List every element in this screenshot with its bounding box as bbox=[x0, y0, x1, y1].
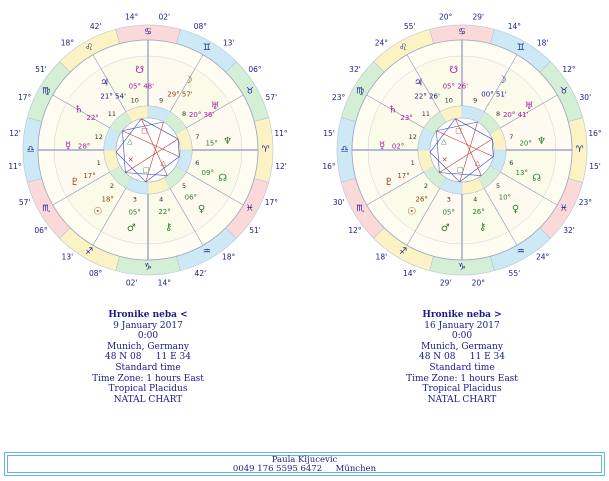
house-number: 6 bbox=[195, 159, 200, 168]
cusp-sign: ♋ bbox=[457, 27, 467, 38]
planet-label: 06° bbox=[184, 193, 198, 202]
planet-label: 05° 48' bbox=[128, 82, 155, 91]
footer-name: Paula Kljucevic bbox=[271, 455, 338, 465]
planet-glyph: ☋ bbox=[135, 64, 145, 76]
cusp-sign: ♋ bbox=[143, 27, 153, 38]
chart-place: Munich, Germany bbox=[107, 341, 189, 352]
house-number: 1 bbox=[96, 159, 101, 168]
cusp-minutes: 18' bbox=[536, 38, 549, 48]
cusp-degree: 20° bbox=[439, 12, 453, 22]
cusp-minutes: 18' bbox=[375, 252, 388, 262]
planet-glyph: ☿ bbox=[379, 140, 386, 152]
chart-type: NATAL CHART bbox=[427, 394, 497, 405]
house-number: 11 bbox=[421, 109, 431, 118]
cusp-degree: 14° bbox=[402, 268, 417, 278]
cusp-minutes: 32' bbox=[563, 226, 575, 236]
cusp-degree: 16° bbox=[588, 129, 602, 139]
cusp-sign: ♎ bbox=[26, 145, 35, 155]
aspect-symbol: □ bbox=[142, 165, 150, 174]
house-number: 7 bbox=[195, 132, 200, 141]
planet-glyph: ♅ bbox=[210, 100, 220, 112]
cusp-sign: ♎ bbox=[340, 145, 349, 155]
cusp-degree: 12° bbox=[562, 64, 576, 74]
planet-label: 05° 26' bbox=[442, 82, 469, 91]
cusp-sign: ♑ bbox=[143, 262, 153, 273]
house-number: 4 bbox=[159, 195, 164, 204]
cusp-sign: ♏ bbox=[356, 203, 365, 214]
house-number: 4 bbox=[473, 195, 478, 204]
house-number: 12 bbox=[408, 132, 417, 141]
chart-time: 0:00 bbox=[137, 331, 159, 342]
cusp-sign: ♑ bbox=[457, 262, 467, 273]
house-number: 10 bbox=[444, 96, 453, 105]
house-number: 1 bbox=[410, 159, 415, 168]
house-number: 8 bbox=[181, 109, 187, 118]
chart-header[interactable]: Hronike neba < bbox=[108, 310, 188, 320]
chart-info-right bbox=[322, 310, 602, 405]
house-number: 2 bbox=[423, 182, 429, 191]
planet-glyph: ♇ bbox=[384, 177, 394, 189]
planet-label: 17° bbox=[83, 172, 96, 181]
aspect-symbol: □ bbox=[141, 126, 148, 135]
planet-glyph: ☉ bbox=[407, 206, 417, 218]
house-number: 2 bbox=[109, 182, 115, 191]
planet-glyph: ☉ bbox=[93, 206, 103, 218]
cusp-minutes: 57' bbox=[265, 93, 278, 103]
planet-glyph: ♆ bbox=[223, 136, 233, 148]
chart-wheel-right bbox=[322, 0, 602, 300]
chart-time: 0:00 bbox=[451, 331, 473, 342]
house-number: 9 bbox=[159, 96, 164, 105]
cusp-degree: 11° bbox=[274, 129, 288, 139]
planet-glyph: ☊ bbox=[532, 173, 542, 185]
cusp-degree: 17° bbox=[264, 197, 278, 207]
cusp-sign: ♌ bbox=[399, 43, 408, 54]
planet-glyph: ♅ bbox=[524, 100, 534, 112]
planet-glyph: ♄ bbox=[388, 104, 398, 116]
cusp-minutes: 12' bbox=[9, 129, 21, 139]
footer-inner bbox=[7, 455, 602, 473]
cusp-degree: 24° bbox=[374, 38, 389, 48]
chart-coords: 48 N 08 11 E 34 bbox=[104, 352, 191, 363]
cusp-degree: 17° bbox=[18, 93, 32, 103]
planet-label: 23° bbox=[400, 114, 413, 122]
chart-timezone: Time Zone: 1 hours East bbox=[92, 373, 204, 384]
planet-label: 22° bbox=[158, 207, 171, 216]
cusp-minutes: 02' bbox=[125, 278, 138, 288]
cusp-degree: 12° bbox=[348, 226, 362, 236]
chart-info-left bbox=[8, 310, 288, 405]
cusp-sign: ♉ bbox=[559, 86, 568, 97]
cusp-sign: ♈ bbox=[261, 145, 270, 155]
cusp-degree: 24° bbox=[535, 252, 550, 262]
cusp-degree: 23° bbox=[578, 197, 592, 207]
cusp-sign: ♒ bbox=[202, 246, 211, 257]
cusp-sign: ♊ bbox=[516, 43, 525, 54]
cusp-sign: ♐ bbox=[399, 246, 408, 257]
cusp-minutes: 02' bbox=[158, 12, 171, 22]
planet-label: 18° bbox=[101, 195, 114, 204]
house-number: 12 bbox=[94, 132, 103, 141]
planet-label: 22° 26' bbox=[414, 92, 440, 101]
house-number: 10 bbox=[130, 96, 139, 105]
cusp-sign: ♓ bbox=[245, 203, 254, 214]
cusp-degree: 11° bbox=[8, 161, 22, 171]
cusp-minutes: 15' bbox=[323, 129, 335, 139]
chart-coords: 48 N 08 11 E 34 bbox=[418, 352, 505, 363]
planet-label: 09° bbox=[201, 168, 214, 177]
cusp-minutes: 13' bbox=[222, 38, 235, 48]
planet-glyph: ♂ bbox=[440, 222, 450, 234]
planet-glyph: ⚷ bbox=[479, 221, 487, 233]
cusp-minutes: 30' bbox=[579, 93, 592, 103]
aspect-symbol: □ bbox=[456, 165, 464, 174]
chart-type: NATAL CHART bbox=[113, 394, 183, 405]
chart-standard-time: Standard time bbox=[429, 362, 495, 373]
cusp-degree: 08° bbox=[88, 268, 103, 278]
planet-label: 20° 36' bbox=[188, 111, 215, 120]
planet-glyph: ♇ bbox=[70, 177, 80, 189]
aspect-symbol: △ bbox=[474, 158, 481, 167]
planet-glyph: ☽ bbox=[183, 75, 193, 87]
cusp-minutes: 32' bbox=[349, 64, 361, 74]
cusp-minutes: 12' bbox=[275, 161, 287, 171]
cusp-minutes: 29' bbox=[439, 278, 452, 288]
cusp-degree: 14° bbox=[125, 12, 139, 22]
planet-glyph: ♃ bbox=[413, 77, 423, 89]
planet-glyph: ♄ bbox=[74, 104, 84, 116]
cusp-degree: 14° bbox=[507, 22, 522, 32]
planet-glyph: ♃ bbox=[99, 77, 109, 89]
house-number: 11 bbox=[107, 109, 117, 118]
cusp-minutes: 13' bbox=[61, 252, 74, 262]
cusp-degree: 18° bbox=[60, 38, 75, 48]
cusp-sign: ♉ bbox=[245, 86, 254, 97]
house-number: 7 bbox=[509, 132, 514, 141]
planet-glyph: ☋ bbox=[449, 64, 459, 76]
planet-label: 26° bbox=[472, 207, 485, 216]
cusp-minutes: 51' bbox=[35, 64, 47, 74]
house-number: 5 bbox=[181, 182, 187, 191]
planet-glyph: ♀ bbox=[197, 203, 206, 215]
planet-label: 05° bbox=[442, 208, 455, 217]
cusp-degree: 18° bbox=[221, 252, 236, 262]
chart-wheel-left bbox=[8, 0, 288, 300]
cusp-sign: ♌ bbox=[85, 43, 94, 54]
planet-label: 28° bbox=[77, 142, 91, 151]
cusp-degree: 14° bbox=[157, 278, 171, 288]
chart-standard-time: Standard time bbox=[115, 362, 181, 373]
chart-date: 16 January 2017 bbox=[424, 320, 500, 331]
planet-label: 21° 54' bbox=[100, 92, 126, 101]
cusp-sign: ♍ bbox=[42, 86, 51, 97]
chart-system: Tropical Placidus bbox=[108, 384, 188, 395]
aspect-symbol: ✕ bbox=[441, 156, 448, 164]
planet-glyph: ☽ bbox=[497, 75, 507, 87]
chart-place: Munich, Germany bbox=[421, 341, 503, 352]
house-number: 9 bbox=[473, 96, 478, 105]
chart-wheel-svg bbox=[322, 0, 602, 300]
cusp-degree: 16° bbox=[322, 161, 336, 171]
planet-glyph: ☊ bbox=[218, 173, 228, 185]
cusp-minutes: 15' bbox=[589, 161, 601, 171]
aspect-symbol: △ bbox=[127, 137, 133, 146]
house-number: 3 bbox=[446, 195, 451, 204]
planet-label: 22° bbox=[86, 114, 99, 122]
house-number: 8 bbox=[495, 109, 501, 118]
cusp-minutes: 42' bbox=[194, 268, 207, 278]
planet-label: 20° 41' bbox=[502, 111, 529, 120]
aspect-symbol: △ bbox=[441, 137, 447, 146]
footer-contact: 0049 176 5595 6472 München bbox=[232, 464, 377, 474]
chart-header[interactable]: Hronike neba > bbox=[422, 310, 502, 320]
chart-timezone: Time Zone: 1 hours East bbox=[406, 373, 518, 384]
planet-label: 02° bbox=[391, 142, 405, 151]
cusp-minutes: 51' bbox=[249, 226, 261, 236]
cusp-sign: ♊ bbox=[202, 43, 211, 54]
cusp-degree: 20° bbox=[471, 278, 485, 288]
planet-glyph: ♂ bbox=[126, 222, 136, 234]
planet-label: 00° 51' bbox=[481, 90, 507, 99]
cusp-minutes: 42' bbox=[89, 22, 102, 32]
cusp-minutes: 29' bbox=[472, 12, 485, 22]
chart-date: 9 January 2017 bbox=[113, 320, 183, 331]
cusp-sign: ♒ bbox=[516, 246, 525, 257]
aspect-symbol: ✕ bbox=[127, 156, 134, 164]
cusp-minutes: 55' bbox=[403, 22, 416, 32]
cusp-minutes: 30' bbox=[332, 197, 345, 207]
aspect-symbol: □ bbox=[455, 126, 462, 135]
aspect-symbol: △ bbox=[160, 158, 167, 167]
cusp-degree: 06° bbox=[248, 64, 262, 74]
cusp-sign: ♐ bbox=[85, 246, 94, 257]
cusp-minutes: 57' bbox=[18, 197, 31, 207]
planet-glyph: ⚷ bbox=[165, 221, 173, 233]
chart-system: Tropical Placidus bbox=[422, 384, 502, 395]
planet-glyph: ♆ bbox=[537, 136, 547, 148]
house-number: 5 bbox=[495, 182, 501, 191]
house-number: 6 bbox=[509, 159, 514, 168]
cusp-sign: ♈ bbox=[575, 145, 584, 155]
planet-glyph: ♀ bbox=[511, 203, 520, 215]
cusp-sign: ♓ bbox=[559, 203, 568, 214]
planet-label: 05° bbox=[128, 208, 141, 217]
planet-label: 15° bbox=[205, 139, 218, 148]
planet-label: 10° bbox=[498, 193, 512, 202]
planet-label: 26° bbox=[415, 195, 428, 204]
footer-box bbox=[4, 452, 605, 476]
planet-label: 29° 57' bbox=[167, 90, 193, 99]
planet-label: 13° bbox=[515, 168, 528, 177]
cusp-minutes: 55' bbox=[508, 268, 521, 278]
cusp-sign: ♏ bbox=[42, 203, 51, 214]
cusp-sign: ♍ bbox=[356, 86, 365, 97]
planet-label: 17° bbox=[397, 172, 410, 181]
cusp-degree: 08° bbox=[193, 22, 208, 32]
cusp-degree: 06° bbox=[34, 226, 48, 236]
house-number: 3 bbox=[132, 195, 137, 204]
cusp-degree: 23° bbox=[332, 93, 346, 103]
planet-label: 20° bbox=[519, 139, 532, 148]
chart-wheel-svg bbox=[8, 0, 288, 300]
planet-glyph: ☿ bbox=[65, 140, 72, 152]
